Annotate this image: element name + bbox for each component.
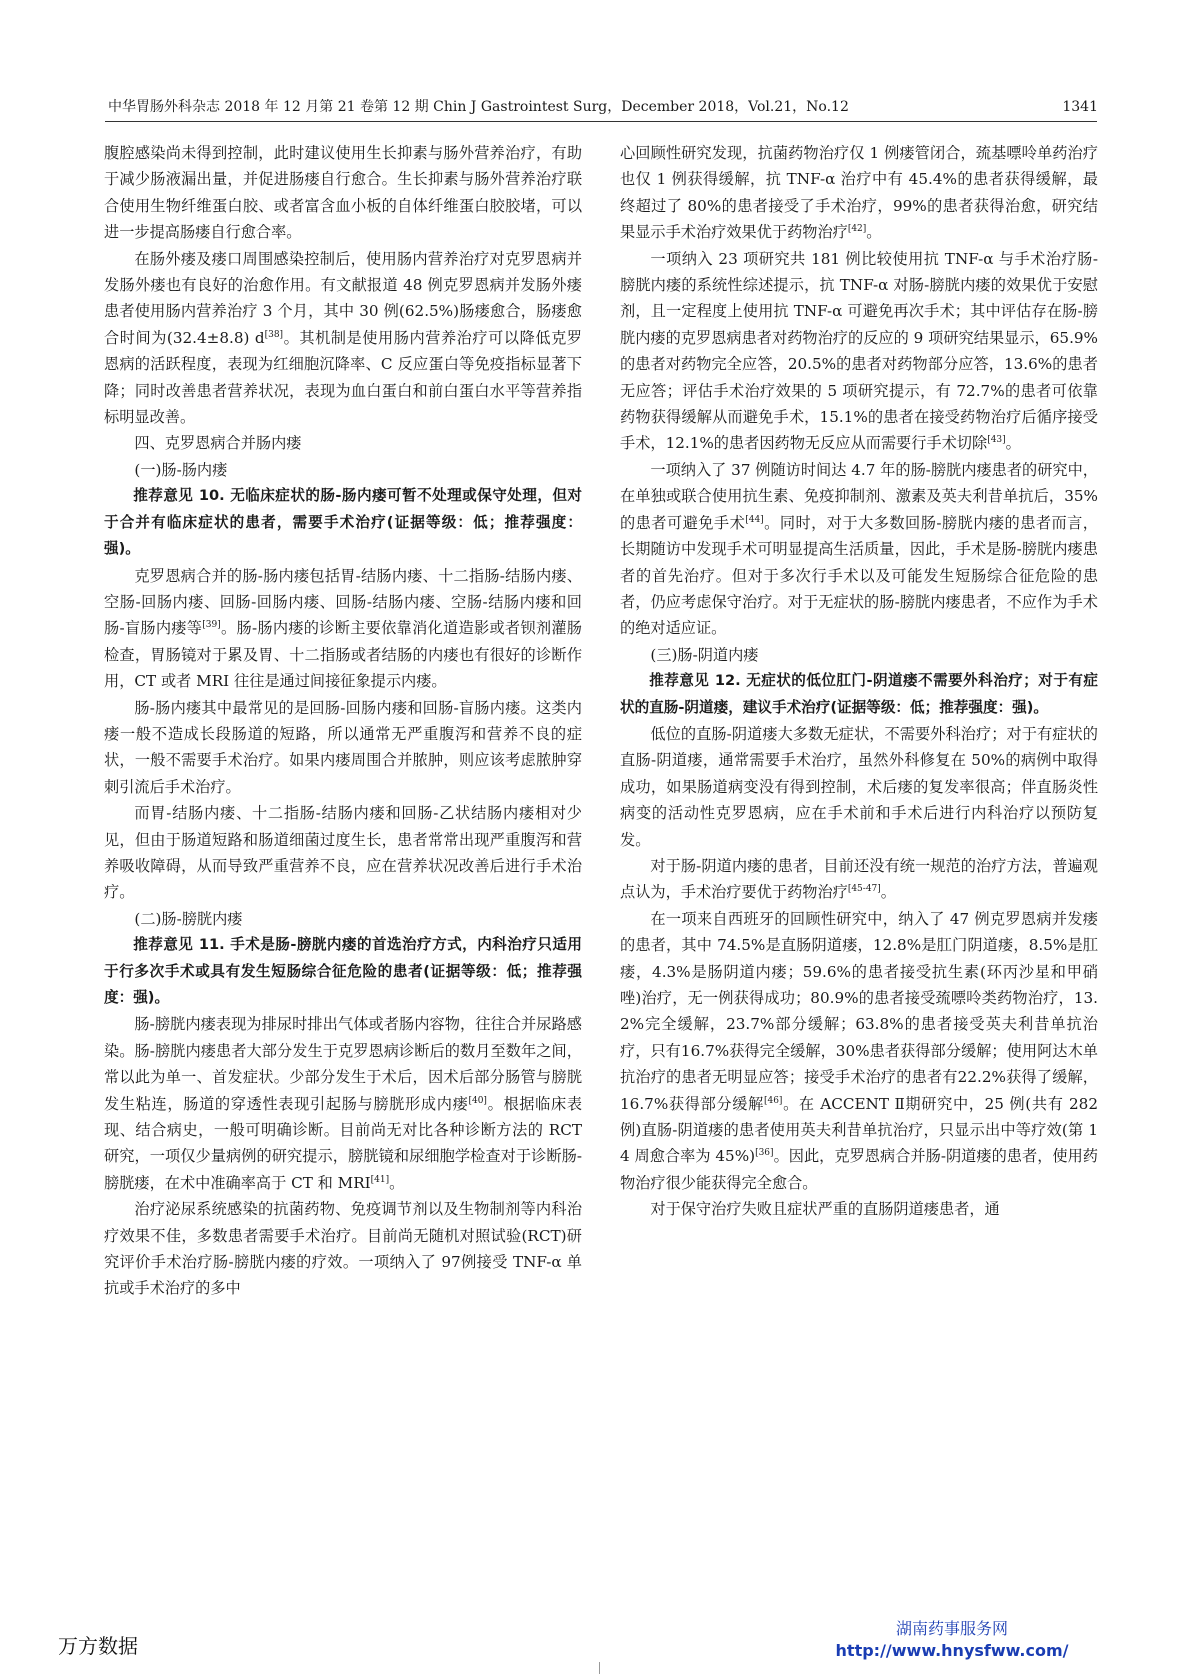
site-url[interactable]: http://www.hnysfww.com/ <box>835 1641 1069 1660</box>
citation: [38] <box>264 329 284 340</box>
fold-mark <box>599 1662 600 1674</box>
citation: [43] <box>987 435 1006 446</box>
citation: [36] <box>755 1148 774 1159</box>
paragraph: 对于肠-阴道内瘘的患者，目前还没有统一规范的治疗方法，普遍观点认为，手术治疗要优于药物治疗[45-47]。 <box>620 856 1098 902</box>
paragraph: 在肠外瘘及瘘口周围感染控制后，使用肠内营养治疗对克罗恩病并发肠外瘘也有良好的治愈作用。有文献报道 48 例克罗恩病并发肠外瘘患者使用肠内营养治疗 3 个月，其中 30 例(62.5%)肠瘘愈合，肠瘘愈合时间为(32.4±8.8) d[38]。其机制是使用肠内营养治疗可以降低克罗恩病的活跃程度，表现为红细胞沉降率、C 反应蛋白等免疫指标显著下降；同时改善患者营养状况，表现为血白蛋白和前白蛋白水平等营养指标明显改善。 <box>104 249 582 427</box>
paragraph: 腹腔感染尚未得到控制，此时建议使用生长抑素与肠外营养治疗，有助于减少肠液漏出量，并促进肠瘘自行愈合。生长抑素与肠外营养治疗联合使用生物纤维蛋白胶、或者富含血小板的自体纤维蛋白胶胶堵，可以进一步提高肠瘘自行愈合率。 <box>104 144 582 242</box>
site-watermark <box>822 1618 1082 1662</box>
right-column <box>620 140 1098 1223</box>
subsection-heading: (一)肠-肠内瘘 <box>134 460 228 479</box>
citation: [44] <box>745 514 764 525</box>
header-rule <box>105 121 1097 122</box>
citation: [45-47] <box>847 884 881 895</box>
paragraph: 一项纳入 23 项研究共 181 例比较使用抗 TNF-α 与手术治疗肠-膀胱内瘘的系统性综述提示，抗 TNF-α 对肠-膀胱内瘘的效果优于安慰剂，且一定程度上使用抗 TNF-α 可避免再次手术；其中评估存在肠-膀胱内瘘的克罗恩病患者对药物治疗的反应的 9 项研究结果显示，65.9%的患者对药物完全应答，20.5%的患者对药物部分应答，13.6%的患者无应答；评估手术治疗效果的 5 项研究提示，有 72.7%的患者可依靠药物获得缓解从而避免手术，15.1%的患者在接受药物治疗后循序接受手术，12.1%的患者因药物无反应从而需要行手术切除[43]。 <box>620 249 1098 453</box>
citation: [42] <box>847 224 867 235</box>
paragraph: 治疗泌尿系统感染的抗菌药物、免疫调节剂以及生物制剂等内科治疗效果不佳，多数患者需要手术治疗。目前尚无随机对照试验(RCT)研究评价手术治疗肠-膀胱内瘘的疗效。一项纳入了 97例接受 TNF-α 单抗或手术治疗的多中 <box>104 1200 582 1298</box>
running-header <box>108 96 1098 118</box>
paragraph: 低位的直肠-阴道瘘大多数无症状，不需要外科治疗；对于有症状的直肠-阴道瘘，通常需要手术治疗，虽然外科修复在 50%的病例中取得成功，如果肠道病变没有得到控制，术后瘘的复发率很高；伴直肠炎性病变的活动性克罗恩病，应在手术前和手术后进行内科治疗以预防复发。 <box>620 724 1098 849</box>
citation: [41] <box>370 1174 390 1185</box>
paragraph: 肠-膀胱内瘘表现为排尿时排出气体或者肠内容物，往往合并尿路感染。肠-膀胱内瘘患者大部分发生于克罗恩病诊断后的数月至数年之间，常以此为单一、首发症状。少部分发生于术后，因术后部分肠管与膀胱发生粘连，肠道的穿透性表现引起肠与膀胱形成内瘘[40]。根据临床表现、结合病史，一般可明确诊断。目前尚无对比各种诊断方法的 RCT 研究，一项仅少量病例的研究提示，膀胱镜和尿细胞学检查对于诊断肠-膀胱瘘，在术中准确率高于 CT 和 MRI[41]。 <box>104 1015 583 1192</box>
section-heading: 四、克罗恩病合并肠内瘘 <box>134 434 302 453</box>
site-name: 湖南药事服务网 <box>895 1619 1008 1638</box>
paragraph: 对于保守治疗失败且症状严重的直肠阴道瘘患者，通 <box>650 1200 1000 1219</box>
recommendation-11: 推荐意见 11. 手术是肠-膀胱内瘘的首选治疗方式，内科治疗只适用于行多次手术或具有发生短肠综合征危险的患者(证据等级：低；推荐强度：强)。 <box>104 936 582 1006</box>
paragraph: 而胃-结肠内瘘、十二指肠-结肠内瘘和回肠-乙状结肠内瘘相对少见，但由于肠道短路和肠道细菌过度生长，患者常常出现严重腹泻和营养吸收障碍，从而导致严重营养不良，应在营养状况改善后进行手术治疗。 <box>104 804 582 902</box>
journal-citation: 中华胃肠外科杂志 2018 年 12 月第 21 卷第 12 期 Chin J Gastrointest Surg，December 2018，Vol.21，No.12 <box>108 99 849 115</box>
subsection-heading: (二)肠-膀胱内瘘 <box>134 909 243 928</box>
left-column <box>104 140 582 1302</box>
page-number: 1341 <box>1062 99 1098 115</box>
paragraph: 一项纳入了 37 例随访时间达 4.7 年的肠-膀胱内瘘患者的研究中，在单独或联合使用抗生素、免疫抑制剂、激素及英夫利昔单抗后，35%的患者可避免手术[44]。同时，对于大多数回肠-膀胱内瘘的患者而言，长期随访中发现手术可明显提高生活质量，因此，手术是肠-膀胱内瘘患者的首先治疗。但对于多次行手术以及可能发生短肠综合征危险的患者，仍应考虑保守治疗。对于无症状的肠-膀胱内瘘患者，不应作为手术的绝对适应证。 <box>620 460 1098 638</box>
recommendation-12: 推荐意见 12. 无症状的低位肛门-阴道瘘不需要外科治疗；对于有症状的直肠-阴道瘘，建议手术治疗(证据等级：低；推荐强度：强)。 <box>620 672 1098 716</box>
citation: [40] <box>468 1095 487 1106</box>
paragraph: 心回顾性研究发现，抗菌药物治疗仅 1 例瘘管闭合，巯基嘌呤单药治疗也仅 1 例获得缓解，抗 TNF-α 治疗中有 45.4%的患者获得缓解，最终超过了 80%的患者接受了手术治疗，99%的患者获得治愈，研究结果显示手术治疗效果优于药物治疗[42]。 <box>620 144 1098 242</box>
paragraph: 克罗恩病合并的肠-肠内瘘包括胃-结肠内瘘、十二指肠-结肠内瘘、空肠-回肠内瘘、回肠-回肠内瘘、回肠-结肠内瘘、空肠-结肠内瘘和回肠-盲肠内瘘等[39]。肠-肠内瘘的诊断主要依靠消化道造影或者钡剂灌肠检查，胃肠镜对于累及胃、十二指肠或者结肠的内瘘也有很好的诊断作用，CT 或者 MRI 往往是通过间接征象提示内瘘。 <box>104 566 582 691</box>
recommendation-10: 推荐意见 10. 无临床症状的肠-肠内瘘可暂不处理或保守处理，但对于合并有临床症状的患者，需要手术治疗(证据等级：低；推荐强度：强)。 <box>104 487 582 558</box>
paragraph: 肠-肠内瘘其中最常见的是回肠-回肠内瘘和回肠-盲肠内瘘。这类内瘘一般不造成长段肠道的短路，所以通常无严重腹泻和营养不良的症状，一般不需要手术治疗。如果内瘘周围合并脓肿，则应该考虑脓肿穿刺引流后手术治疗。 <box>104 698 582 796</box>
citation: [46] <box>763 1095 783 1106</box>
citation: [39] <box>202 620 221 631</box>
wanfang-watermark: 万方数据 <box>58 1634 138 1658</box>
paragraph: 在一项来自西班牙的回顾性研究中，纳入了 47 例克罗恩病并发瘘的患者，其中 74.5%是直肠阴道瘘，12.8%是肛门阴道瘘，8.5%是肛瘘，4.3%是肠阴道内瘘；59.6%的患者接受抗生素(环丙沙星和甲硝唑)治疗，无一例获得成功；80.9%的患者接受巯嘌呤类药物治疗，13.2%完全缓解，23.7%部分缓解；63.8%的患者接受英夫利昔单抗治疗，只有16.7%获得完全缓解，30%患者获得部分缓解；使用阿达木单抗治疗的患者无明显应答；接受手术治疗的患者有22.2%获得了缓解，16.7%获得部分缓解[46]。在 ACCENT Ⅱ期研究中，25 例(共有 282 例)直肠-阴道瘘的患者使用英夫利昔单抗治疗，只显示出中等疗效(第 14 周愈合率为 45%)[36]。因此，克罗恩病合并肠-阴道瘘的患者，使用药物治疗很少能获得完全愈合。 <box>620 909 1099 1192</box>
subsection-heading: (三)肠-阴道内瘘 <box>650 645 759 664</box>
